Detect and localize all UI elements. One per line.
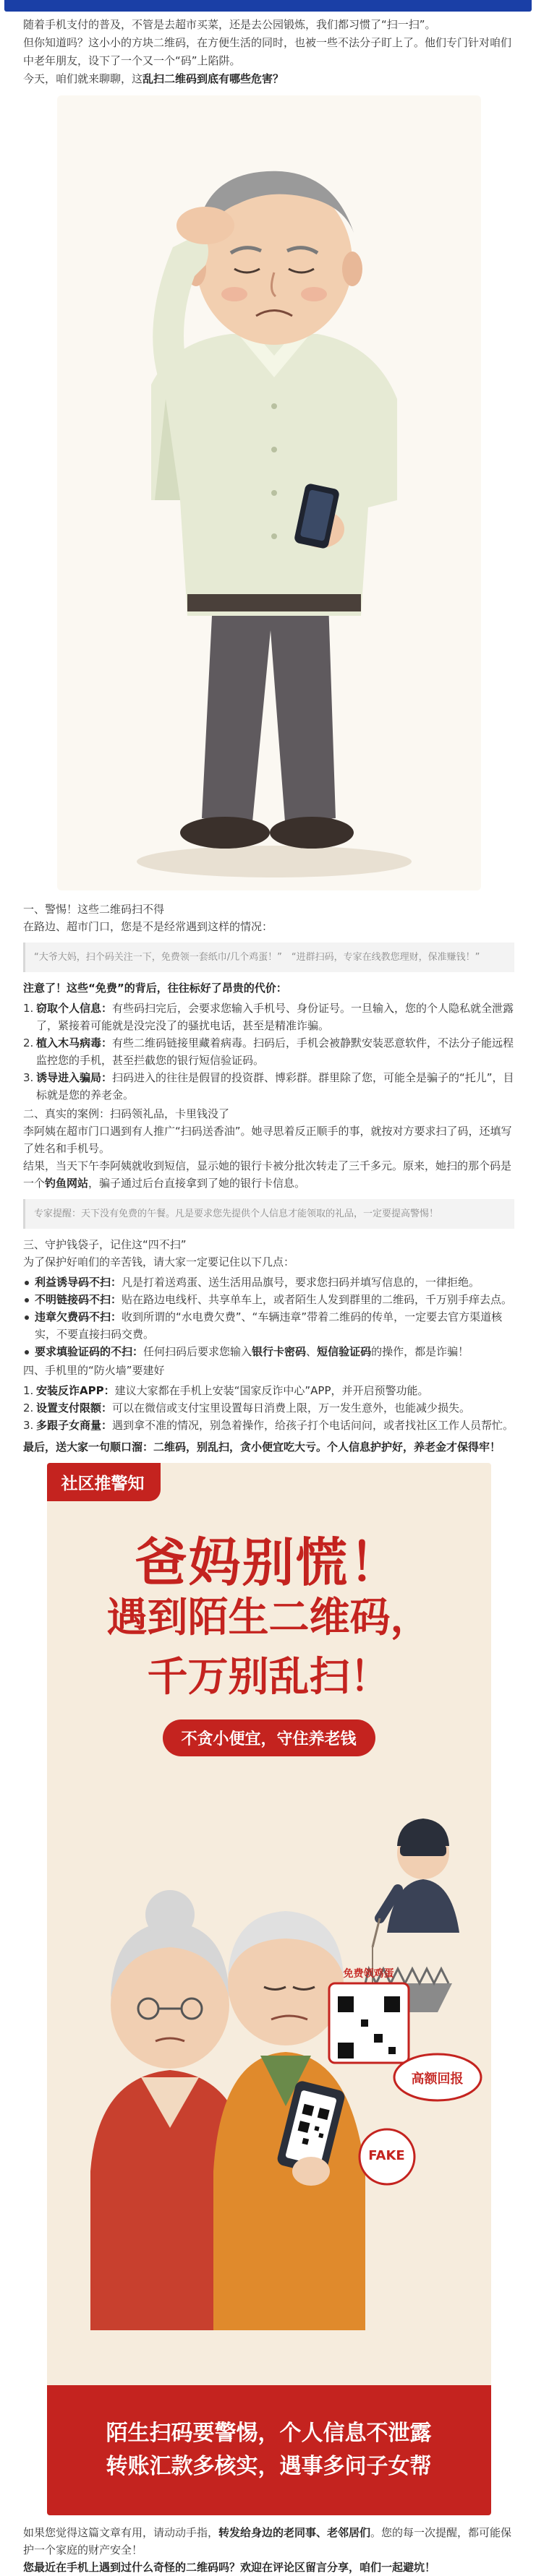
intro-highlight: 乱扫二维码到底有哪些危害？ [142, 72, 284, 85]
section-1-lead: 在路边、超市门口，您是不是经常遇到这样的情况： [23, 920, 273, 933]
section-3-title: 三、守护钱袋子，记住这“四不扫” [23, 1238, 187, 1251]
poster-title-1: 爸妈别慌！ [135, 1532, 403, 1593]
section-2-title: 二、真实的案例：扫码领礼品，卡里钱没了 [23, 1107, 230, 1120]
list-item: 违章欠费码不扫：收到所谓的“水电费欠费”、“车辆违章”带着二维码的传单，一定要去官方渠道核实，不要直接扫码交费。 [23, 1308, 514, 1343]
banner-line-1: 陌生扫码要警惕，个人信息不泄露 [106, 2421, 432, 2446]
closing-rhyme: 最后，送大家一句顺口溜：二维码，别乱扫，贪小便宜吃大亏。个人信息护护好，养老金才保得牢！ [23, 1441, 501, 1454]
section-3-lead: 为了保护好咱们的辛苦钱，请大家一定要记住以下几点： [23, 1255, 295, 1268]
list-item: 要求填验证码的不扫：任何扫码后要求您输入银行卡密码、短信验证码的操作，都是诈骗！ [23, 1343, 514, 1360]
article-footer [23, 2524, 514, 2576]
poster-bottom-banner [47, 2385, 491, 2515]
section-2-paragraph-1: 李阿姨在超市门口遇到有人推广“扫码送香油”。她寻思着反正顺手的事，就按对方要求扫了码，还填写了姓名和手机号。 [23, 1125, 512, 1155]
list-item: 1. 窃取个人信息：有些码扫完后，会要求您输入手机号、身份证号。一旦输入，您的个人隐私就全泄露了，紧接着可能就是没完没了的骚扰电话，甚至是精准诈骗。 [23, 1002, 514, 1032]
four-dont-scan-list [23, 1274, 514, 1360]
poster-slogan-pill: 不贪小便宜，守住养老钱 [162, 1720, 375, 1756]
article-body [0, 16, 536, 2576]
section-1 [23, 901, 514, 1104]
intro-paragraph-3: 今天，咱们就来聊聊，这乱扫二维码到底有哪些危害？ [23, 72, 284, 85]
section-3 [23, 1236, 514, 1360]
top-banner-strip [4, 0, 532, 12]
free-eggs-sign: 免费领鸡蛋 [343, 1968, 394, 1980]
list-item: 利益诱导码不扫：凡是打着送鸡蛋、送生活用品旗号，要求您扫码并填写信息的，一律拒绝。 [23, 1274, 514, 1291]
list-item: 3. 多跟子女商量：遇到拿不准的情况，别急着操作，给孩子打个电话问问，或者找社区工作人员帮忙。 [23, 1419, 514, 1432]
footer-paragraph-2: 您最近在手机上遇到过什么奇怪的二维码吗？欢迎在评论区留言分享，咱们一起避坑！ [23, 2561, 436, 2574]
firewall-list [23, 1382, 514, 1434]
list-item: 3. 诱导进入骗局：扫码进入的往往是假冒的投资群、博彩群。群里除了您，可能全是骗子的“托儿”，目标就是您的养老金。 [23, 1071, 514, 1102]
list-item: 2. 设置支付限额：可以在微信或支付宝里设置每日消费上限，万一发生意外，也能减少损失。 [23, 1401, 471, 1414]
worried-elder-illustration [57, 95, 481, 890]
poster-tag: 社区推警知 [47, 1463, 161, 1501]
intro [23, 16, 514, 88]
list-item: 2. 植入木马病毒：有些二维码链接里藏着病毒。扫码后，手机会被静默安装恶意软件，不法分子能远程监控您的手机，甚至拦截您的银行短信验证码。 [23, 1036, 514, 1067]
section-1-quote: “大爷大妈，扫个码关注一下，免费领一套纸巾/几个鸡蛋！” “进群扫码，专家在线教您理财，保准赚钱！” [23, 943, 514, 972]
section-4-title: 四、手机里的“防火墙”要建好 [23, 1364, 165, 1377]
expert-tip: 专家提醒：天下没有免费的午餐。凡是要求您先提供个人信息才能领取的礼品，一定要提高警惕！ [23, 1199, 514, 1229]
intro-paragraph-2: 但你知道吗？这小小的方块二维码，在方便生活的同时，也被一些不法分子盯上了。他们专门针对咱们中老年朋友，设下了一个又一个“码”上陷阱。 [23, 36, 512, 67]
section-4 [23, 1362, 514, 1456]
list-item: 1. 安装反诈APP：建议大家都在手机上安装“国家反诈中心”APP，并开启预警功能。 [23, 1384, 429, 1397]
poster-title-3: 千万别乱扫！ [147, 1654, 391, 1701]
footer-paragraph-1: 如果您觉得这篇文章有用，请动动手指，转发给身边的老同事、老邻居们。您的每一次提醒，都可能保护一个家庭的财产安全！ [23, 2526, 512, 2556]
section-1-note: 注意了！这些“免费”的背后，往往标好了昂贵的代价： [23, 982, 287, 995]
banner-line-2: 转账汇款多核实，遇事多问子女帮 [106, 2454, 432, 2479]
intro-paragraph-1: 随着手机支付的普及，不管是去超市买菜，还是去公园锻炼，我们都习惯了“扫一扫”。 [23, 18, 436, 31]
section-1-title: 一、警惕！这些二维码扫不得 [23, 903, 165, 916]
poster-illustration [47, 1766, 491, 2417]
list-item: 不明链接码不扫：贴在路边电线杆、共享单车上，或者陌生人发到群里的二维码，千万别手痒去点。 [23, 1291, 514, 1308]
elder-figure [57, 95, 481, 890]
section-2 [23, 1105, 514, 1229]
high-return-bubble: 高额回报 [411, 2071, 464, 2087]
poster-title-2: 遇到陌生二维码， [106, 1594, 431, 1641]
fake-tag: FAKE [368, 2148, 405, 2163]
community-warning-poster [47, 1463, 491, 2515]
danger-list [23, 1000, 514, 1104]
section-2-paragraph-2: 结果，当天下午李阿姨就收到短信，显示她的银行卡被分批次转走了三千多元。原来，她扫的那个码是一个钓鱼网站，骗子通过后台直接拿到了她的银行卡信息。 [23, 1159, 512, 1190]
